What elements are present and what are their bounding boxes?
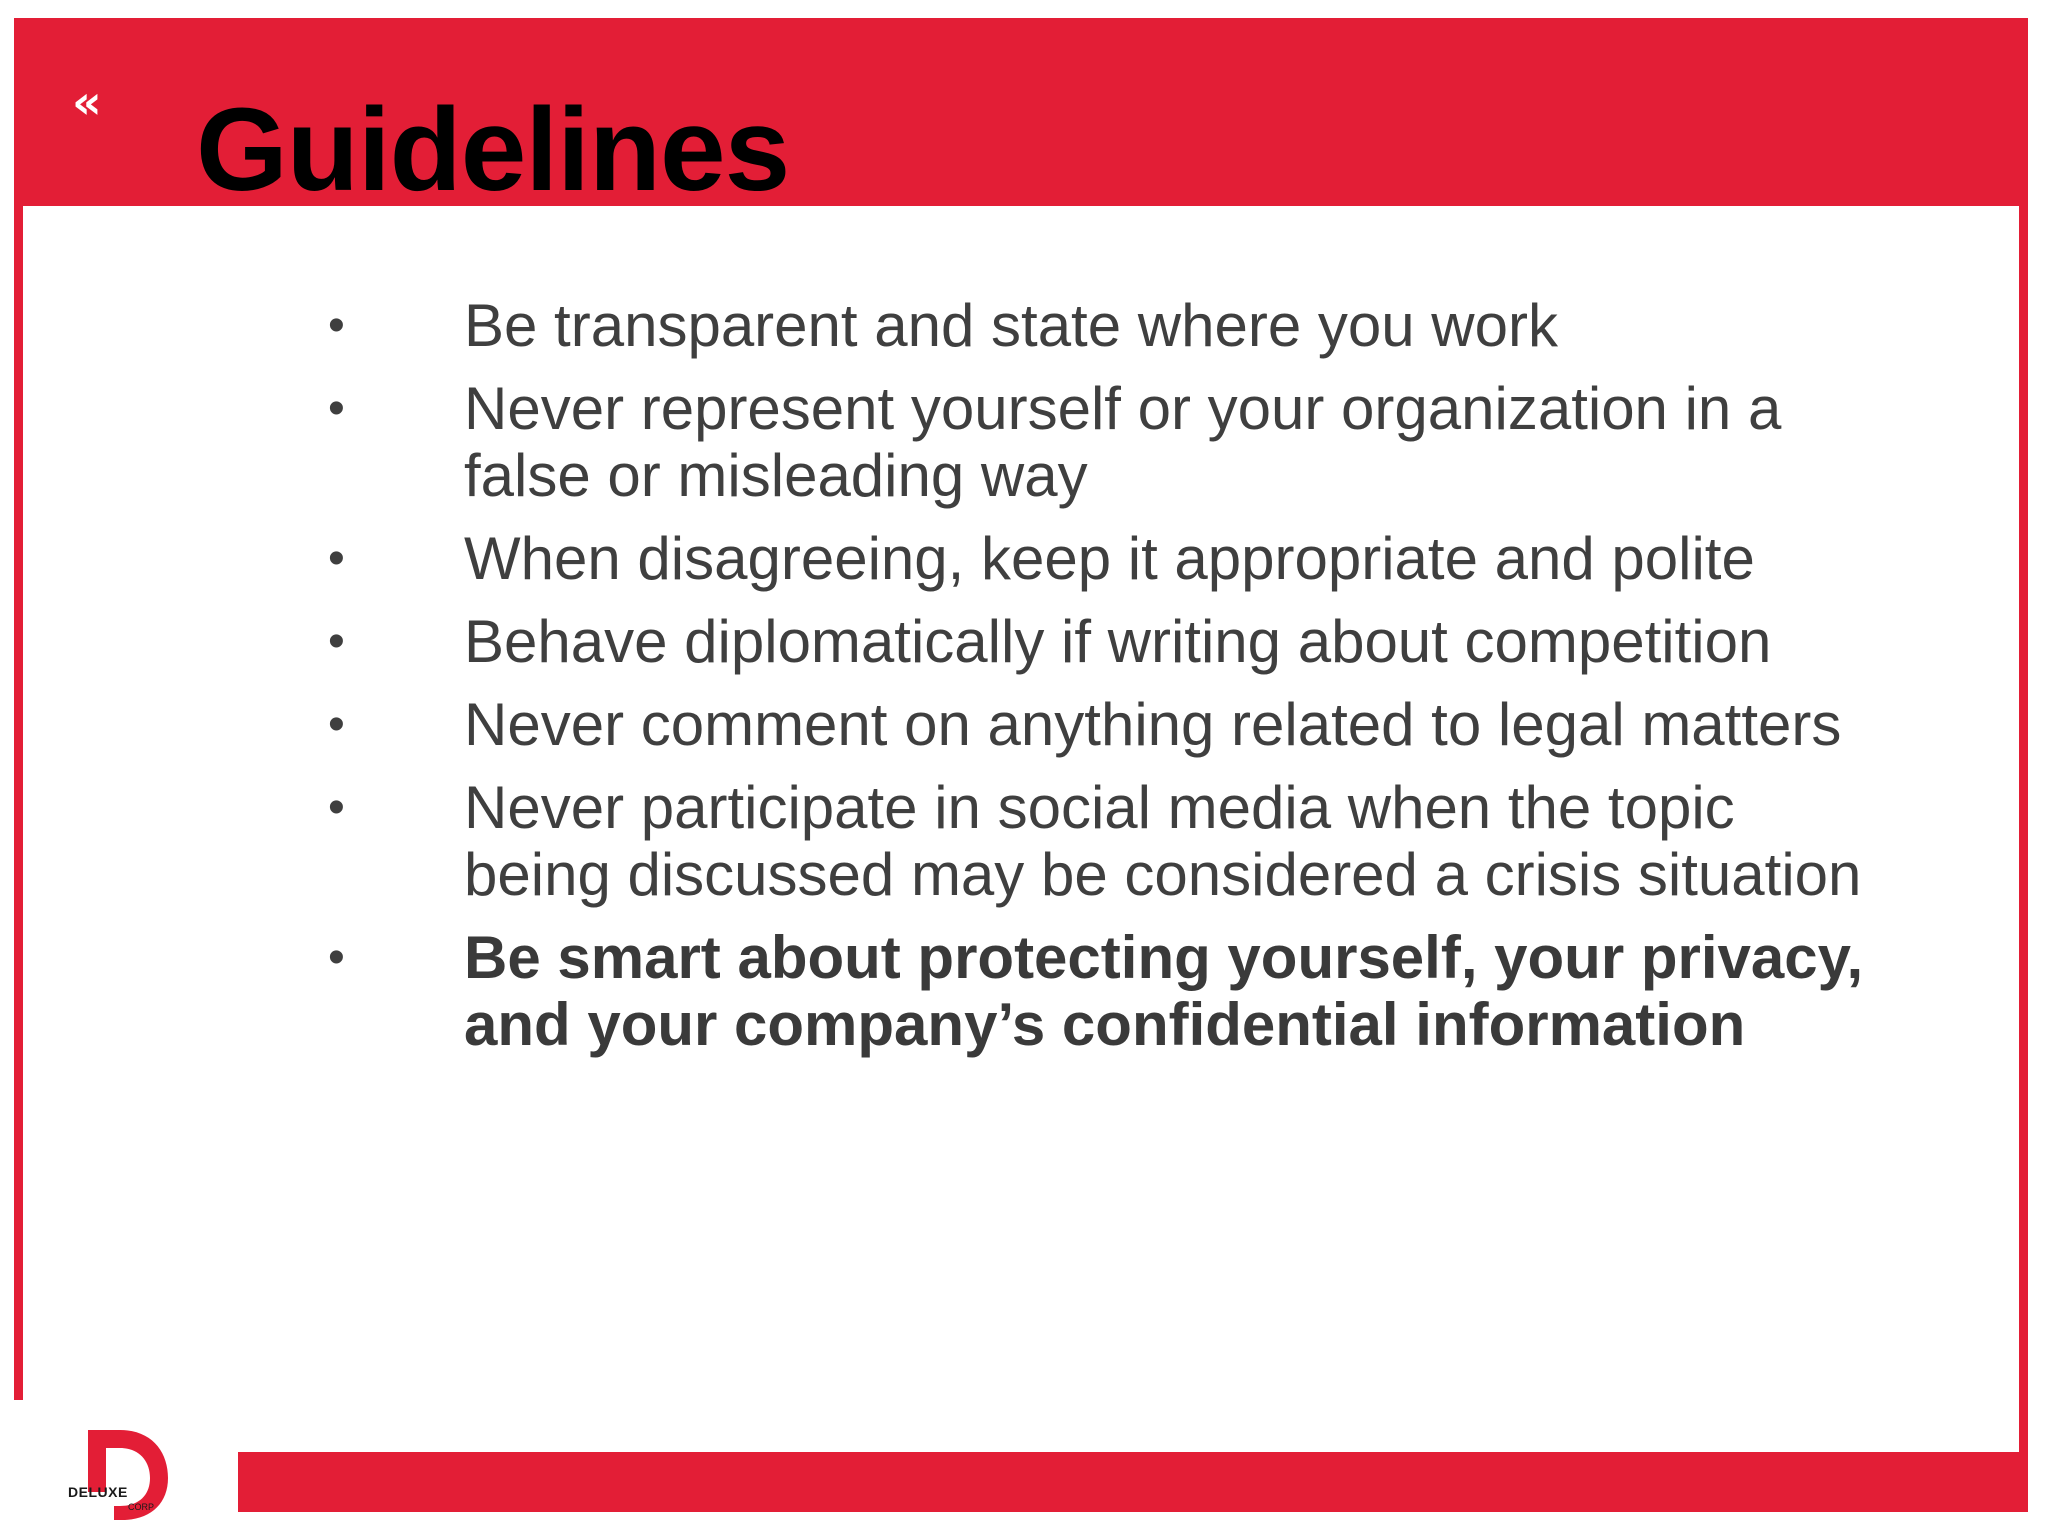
- logo-subtext: CORP: [128, 1502, 155, 1512]
- list-item: [328, 292, 1888, 359]
- list-item-text: Never participate in social media when the topic being discussed may be considered a crisis situation: [464, 774, 1862, 908]
- double-chevron-left-icon[interactable]: «: [72, 75, 102, 129]
- list-item-emphasis: [328, 924, 1888, 1058]
- deluxe-logo: [60, 1422, 180, 1522]
- list-item: [328, 774, 1888, 908]
- bullet-icon: •: [328, 931, 345, 984]
- page-title: Guidelines: [196, 84, 790, 216]
- bullet-icon: •: [328, 532, 345, 585]
- list-item: [328, 691, 1888, 758]
- bullet-icon: •: [328, 299, 345, 352]
- footer-bar: [238, 1452, 2028, 1512]
- bullet-icon: •: [328, 382, 345, 435]
- list-item-text: Be transparent and state where you work: [464, 292, 1558, 359]
- logo-wordmark: DELUXE: [68, 1484, 128, 1500]
- bullet-icon: •: [328, 615, 345, 668]
- list-item-text: Behave diplomatically if writing about competition: [464, 608, 1772, 675]
- list-item: [328, 525, 1888, 592]
- bullet-icon: •: [328, 781, 345, 834]
- list-item-text: Never comment on anything related to legal matters: [464, 691, 1842, 758]
- deluxe-d-logo-icon: [60, 1422, 180, 1522]
- guidelines-list: [328, 292, 1888, 1074]
- list-item-text: When disagreeing, keep it appropriate and polite: [464, 525, 1755, 592]
- bullet-icon: •: [328, 698, 345, 751]
- list-item: [328, 608, 1888, 675]
- list-item-text: Be smart about protecting yourself, your privacy, and your company’s confidential information: [464, 924, 1864, 1058]
- list-item-text: Never represent yourself or your organization in a false or misleading way: [464, 375, 1782, 509]
- list-item: [328, 375, 1888, 509]
